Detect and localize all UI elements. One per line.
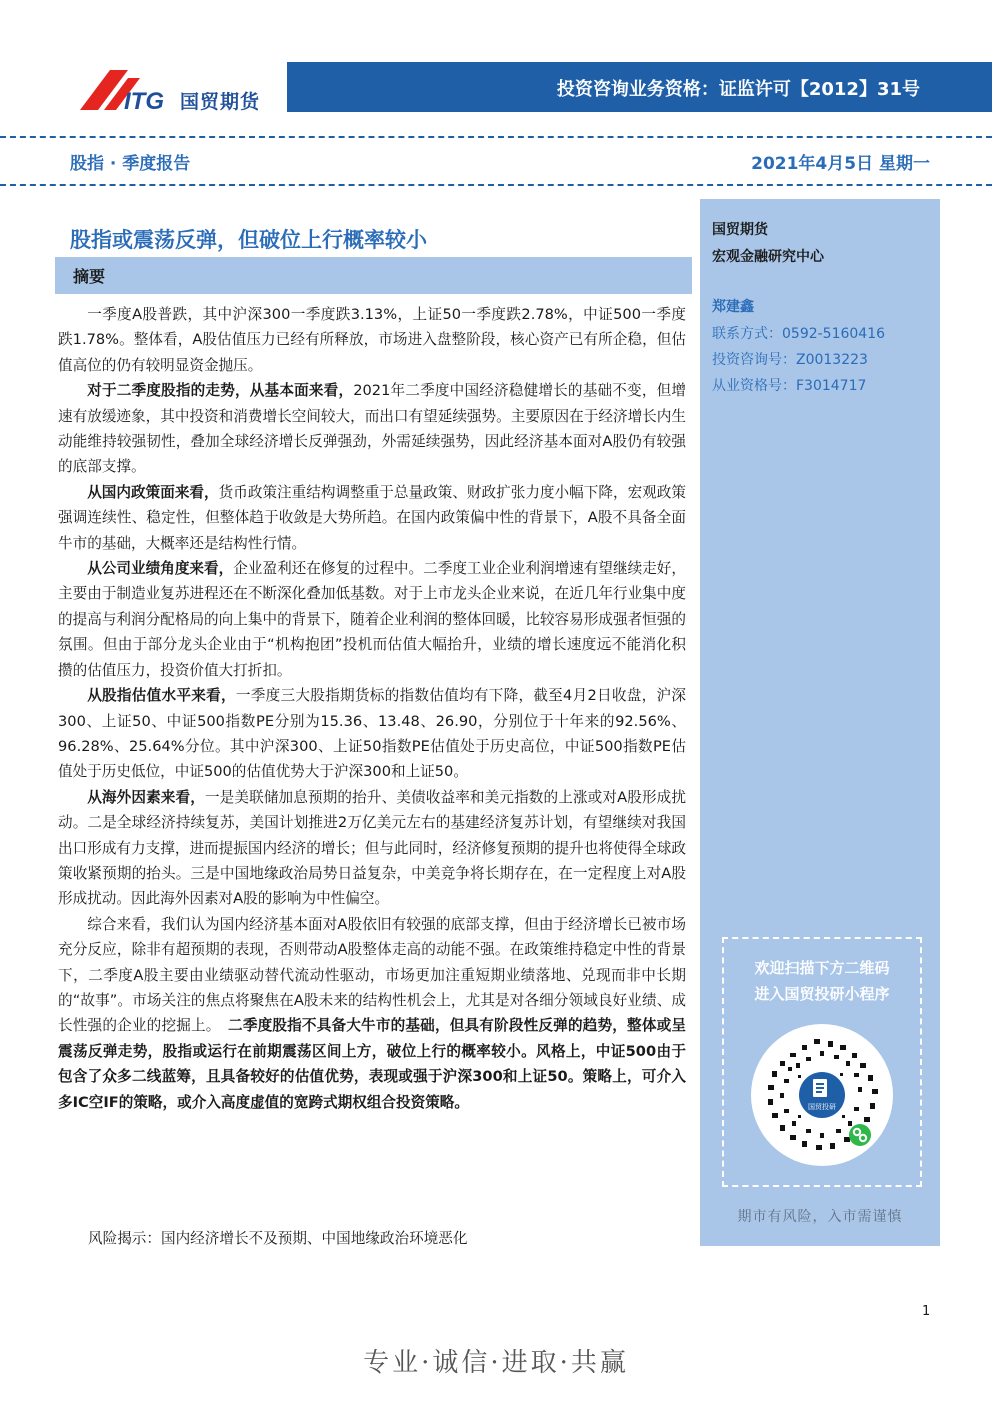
qr-center-label: 国贸投研 bbox=[808, 1103, 836, 1111]
paragraph-lead: 对于二季度股指的走势，从基本面来看， bbox=[87, 382, 354, 400]
summary-bar bbox=[55, 257, 692, 294]
conclusion-paragraph: 综合来看，我们认为国内经济基本面对A股依旧有较强的底部支撑，但由于经济增长已被市场充分反应，除非有超预期的表现，否则带动A股整体走高的动能不强。在政策维持稳定中性的背景下，二季度A股主要由业绩驱动替代流动性驱动，市场更加注重短期业绩落地、兑现而非中长期的“故事”。市场关注的焦点将聚焦在A股未来的结构性机会上，尤其是对各细分领域良好业绩、成长性强的企业的挖掘上。 二季度股指不具备大牛市的基础，但具有阶段性反弹的趋势，整体或呈震荡反弹走势，股指或运行在前期震荡区间上方，破位上行的概率较小。风格上，中证500由于包含了众多二线蓝筹，且具备较好的估值优势，表现或强于沪深300和上证50。策略上，可介入多IC空IF的策略，或介入高度虚值的宽跨式期权组合投资策略。 bbox=[58, 915, 686, 1111]
summary-body bbox=[58, 302, 686, 1115]
svg-text:ITG: ITG bbox=[124, 88, 164, 110]
brand-name: 国贸期货 bbox=[180, 91, 261, 113]
qualification-text: 投资咨询业务资格：证监许可【2012】31号 bbox=[556, 79, 920, 100]
summary-label: 摘要 bbox=[73, 267, 106, 286]
paragraph-lead: 从公司业绩角度来看， bbox=[87, 560, 234, 578]
header-divider-top bbox=[0, 136, 992, 138]
paragraph: 从海外因素来看，一是美联储加息预期的抬升、美债收益率和美元指数的上涨或对A股形成扰动。二是全球经济持续复苏，美国计划推进2万亿美元左右的基建经济复苏计划，有望继续对我国出口形成有力支撑，进而提振国内经济的增长；但与此同时，经济修复预期的提升也将使得全球政策收紧预期的抬头。三是中国地缘政治局势日益复杂，中美竞争将长期存在，在一定程度上对A股形成扰动。因此海外因素对A股的影响为中性偏空。 bbox=[58, 788, 686, 908]
qr-text-line2: 进入国贸投研小程序 bbox=[754, 985, 890, 1003]
paragraph-lead: 从海外因素来看， bbox=[87, 788, 205, 806]
risk-warning: 期市有风险，入市需谨慎 bbox=[737, 1209, 903, 1225]
paragraph-lead: 从国内政策面来看， bbox=[87, 483, 219, 501]
conclusion-bold: 二季度股指不具备大牛市的基础，但具有阶段性反弹的趋势，整体或呈震荡反弹走势，股指或运行在前期震荡区间上方，破位上行的概率较小。风格上，中证500由于包含了众多二线蓝筹，且具备较好的估值优势，表现或强于沪深300和上证50。策略上，可介入多IC空IF的策略，或介入高度虚值的宽跨式期权组合投资策略。 bbox=[58, 1017, 686, 1111]
paragraph: 从公司业绩角度来看，企业盈利还在修复的过程中。二季度工业企业利润增速有望继续走好，主要由于制造业复苏进程还在不断深化叠加低基数。对于上市龙头企业来说，在近几年行业集中度的提高与利润分配格局的向上集中的背景下，随着企业利润的整体回暖，比较容易形成强者恒强的氛围。但由于部分龙头企业由于“机构抱团”投机而估值大幅抬升，业绩的增长速度远不能消化积攒的估值压力，投资价值大打折扣。 bbox=[58, 560, 686, 679]
analyst-contact: 联系方式：0592-5160416 bbox=[712, 326, 886, 342]
analyst-license-no: 从业资格号：F3014717 bbox=[712, 378, 867, 394]
paragraph: 从国内政策面来看，货币政策注重结构调整重于总量政策、财政扩张力度小幅下降，宏观政策强调连续性、稳定性，但整体趋于收敛是大势所趋。在国内政策偏中性的背景下，A股不具备全面牛市的基础，大概率还是结构性行情。 bbox=[58, 483, 686, 552]
report-date: 2021年4月5日 星期一 bbox=[751, 154, 930, 174]
report-type: 股指 · 季度报告 bbox=[70, 154, 191, 174]
paragraph: 对于二季度股指的走势，从基本面来看，2021年二季度中国经济稳健增长的基础不变，但增速有放缓迹象，其中投资和消费增长空间较大，而出口有望延续强势。主要原因在于经济增长内生动能维持较强韧性，叠加全球经济增长反弹强劲，外需延续强势，因此经济基本面对A股仍有较强的底部支撑。 bbox=[58, 382, 686, 476]
analyst-consult-no: 投资咨询号：Z0013223 bbox=[712, 352, 868, 368]
qr-card bbox=[722, 937, 922, 1187]
qr-text-line1: 欢迎扫描下方二维码 bbox=[754, 959, 890, 977]
risk-disclosure: 风险揭示：国内经济增长不及预期、中国地缘政治环境恶化 bbox=[88, 1230, 468, 1247]
paragraph: 一季度A股普跌，其中沪深300一季度跌3.13%，上证50一季度跌2.78%，中证500一季度跌1.78%。整体看，A股估值压力已经有所释放，市场进入盘整阶段，核心资产已有所企稳，但估值高位的仍有较明显资金抛压。 bbox=[58, 306, 686, 374]
sidebar-org: 国贸期货 bbox=[712, 222, 768, 238]
page-number: 1 bbox=[922, 1304, 931, 1319]
header-divider-bottom bbox=[0, 184, 992, 186]
sidebar-dept: 宏观金融研究中心 bbox=[712, 249, 824, 265]
footer-slogan: 专业·诚信·进取·共赢 bbox=[363, 1348, 629, 1378]
paragraph: 从股指估值水平来看，一季度三大股指期货标的指数估值均有下降，截至4月2日收盘，沪深300、上证50、中证500指数PE分别为15.36、13.48、26.90，分别位于十年来的92.56%、96.28%、25.64%分位。其中沪深300、上证50指数PE估值处于历史高位，中证500指数PE估值处于历史低位，中证500的估值优势大于沪深300和上证50。 bbox=[58, 687, 686, 781]
report-title: 股指或震荡反弹，但破位上行概率较小 bbox=[70, 228, 427, 252]
itg-logo-icon bbox=[80, 68, 180, 110]
sidebar bbox=[700, 199, 940, 1246]
analyst-name: 郑建鑫 bbox=[712, 299, 754, 315]
paragraph-lead: 从股指估值水平来看， bbox=[87, 687, 236, 705]
mini-program-qr-icon[interactable] bbox=[750, 1023, 894, 1167]
